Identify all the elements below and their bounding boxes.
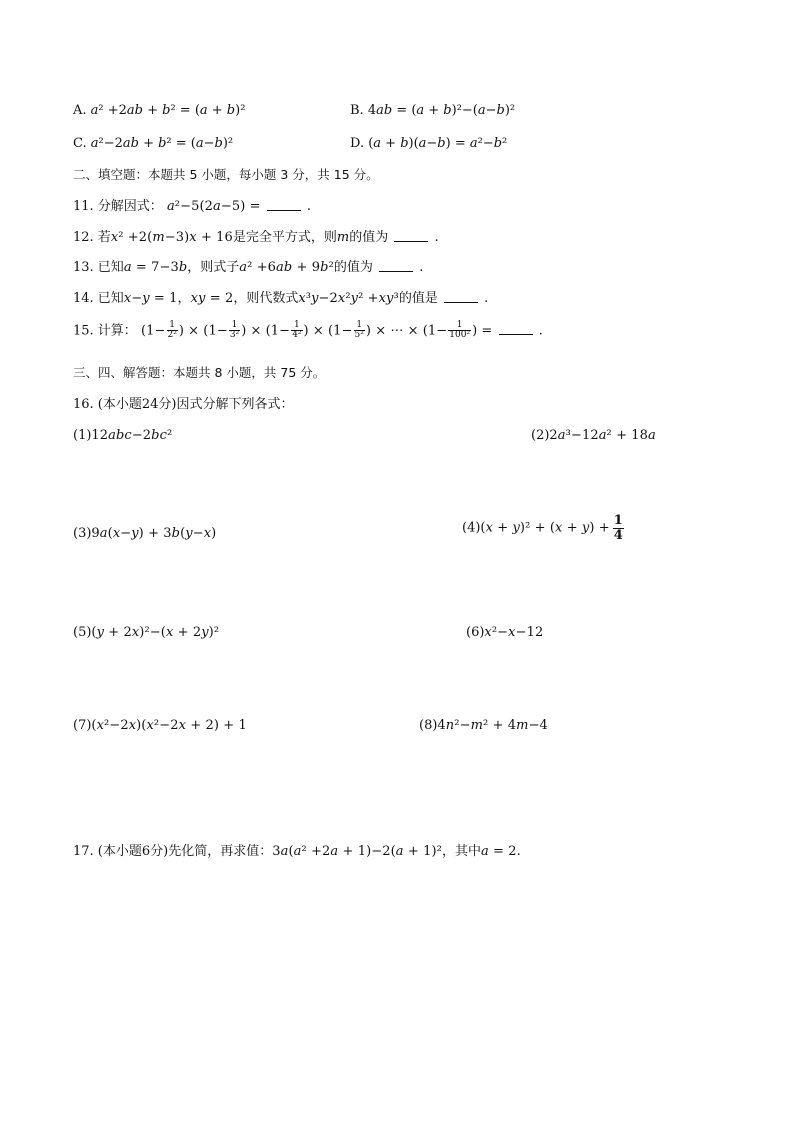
q13-prefix: 13. 已知: [73, 260, 124, 275]
q16-item-5-expression: (𝑦 + 2𝑥)²−(𝑥 + 2𝑦)²: [91, 625, 220, 640]
q15-term-2-fraction: [229, 321, 240, 341]
q13-middle: ，则式子: [187, 260, 240, 275]
q15-term-1-denominator: 2²: [167, 330, 177, 341]
option-b: [350, 103, 515, 119]
q15-term-5-denominator: 100²: [449, 330, 471, 341]
q15-prefix: 15. 计算：: [73, 323, 137, 339]
q16-item-8-expression: 4𝑛²−𝑚² + 4𝑚−4: [437, 718, 548, 733]
q15-term-1-numerator: 1: [167, 321, 178, 331]
q16-item-7-label: (7): [73, 718, 92, 733]
q13-expression-2: 𝑎² +6𝑎𝑏 + 9𝑏²: [239, 260, 334, 275]
q15-equals: =: [481, 323, 493, 339]
q16-item-1: [73, 428, 172, 444]
option-a-text: A. 𝑎² +2𝑎𝑏 + 𝑏² = (𝑎 + 𝑏)²: [73, 103, 246, 118]
solution-section-title: [73, 365, 325, 380]
q15-term-3-denominator: 4²: [292, 330, 302, 341]
q15-term-5-left: (1−: [422, 323, 448, 339]
q15-term-4-numerator: 1: [354, 321, 365, 331]
q15-term-2-right: ): [241, 323, 247, 339]
q16-item-4-expression: (𝑥 + 𝑦)² + (𝑥 + 𝑦) +: [480, 520, 610, 536]
q11-prefix: 11. 分解因式：: [73, 199, 163, 214]
section2-title-text: 二、填空题：本题共 5 小题，每小题 3 分，共 15 分。: [73, 167, 379, 182]
q13-expression-1: 𝑎 = 7−3𝑏: [123, 260, 188, 275]
q14-answer-blank: [444, 302, 478, 303]
q13-suffix: .: [419, 260, 424, 275]
section3-title-text: 三、四、解答题：本题共 8 小题，共 75 分。: [73, 365, 326, 380]
q16-item-5: [73, 625, 219, 641]
q17-expression-2: 𝑎 = 2: [480, 844, 517, 859]
q11-suffix: .: [306, 199, 312, 214]
q15-answer-blank: [499, 334, 533, 335]
q12-prefix: 12. 若: [73, 230, 111, 245]
question-14: [73, 291, 488, 307]
q15-term-2-denominator: 3²: [229, 330, 240, 341]
q17-suffix: .: [516, 844, 521, 859]
q15-times-2: ×: [250, 323, 262, 339]
q16-item-8-label: (8): [419, 718, 438, 733]
q14-tail: 的值是: [398, 291, 438, 306]
q16-item-4-denominator: 4: [613, 527, 623, 543]
q15-term-4-denominator: 5²: [354, 330, 364, 341]
q12-middle: 是完全平方式，则𝑚的值为: [232, 230, 389, 245]
q16-item-8: [419, 718, 548, 734]
q12-suffix: .: [434, 230, 439, 245]
option-d-text: D. (𝑎 + 𝑏)(𝑎−𝑏) = 𝑎²−𝑏²: [350, 136, 508, 151]
q15-term-1-fraction: [167, 321, 178, 341]
q15-suffix: .: [538, 323, 543, 339]
option-d: [350, 136, 507, 152]
q11-expression: 𝑎²−5(2𝑎−5) =: [166, 199, 261, 214]
q12-expression: 𝑥² +2(𝑚−3)𝑥 + 16: [110, 230, 233, 245]
q16-title-text: 16. (本小题24分)因式分解下列各式：: [73, 397, 294, 412]
q16-item-2-expression: 2𝑎³−12𝑎² + 18𝑎: [549, 428, 656, 443]
q11-answer-blank: [267, 210, 301, 211]
q15-times-5: ×: [407, 323, 419, 339]
q15-term-3-numerator: 1: [291, 321, 302, 331]
q16-item-1-expression: 12𝑎𝑏𝑐−2𝑏𝑐²: [91, 428, 173, 443]
q16-item-6-expression: 𝑥²−𝑥−12: [484, 625, 544, 640]
q15-term-5-fraction: [448, 321, 471, 341]
option-a: [73, 103, 245, 119]
q15-term-3-right: ): [303, 323, 309, 339]
q16-item-7-expression: (𝑥²−2𝑥)(𝑥²−2𝑥 + 2) + 1: [91, 718, 247, 733]
q16-item-2-label: (2): [531, 428, 550, 443]
q16-item-7: [73, 718, 247, 734]
q15-ellipsis: ⋯: [390, 323, 404, 339]
q14-suffix: .: [484, 291, 489, 306]
q15-term-3-fraction: [291, 321, 302, 341]
option-b-text: B. 4𝑎𝑏 = (𝑎 + 𝑏)²−(𝑎−𝑏)²: [350, 103, 516, 118]
q17-expression-1: 3𝑎(𝑎² +2𝑎 + 1)−2(𝑎 + 1)²: [272, 844, 442, 859]
q16-item-4-fraction: [613, 514, 624, 542]
q15-term-1-left: (1−: [140, 323, 166, 339]
q14-expression-2: 𝑥³𝑦−2𝑥²𝑦² +𝑥𝑦³: [298, 291, 399, 306]
question-13: [73, 260, 423, 276]
q15-term-2-left: (1−: [203, 323, 228, 339]
q15-term-4-left: (1−: [327, 323, 353, 339]
q15-term-5-numerator: 1: [448, 321, 471, 331]
q13-tail: 的值为: [333, 260, 373, 275]
option-c-text: C. 𝑎²−2𝑎𝑏 + 𝑏² = (𝑎−𝑏)²: [73, 136, 234, 151]
option-c: [73, 136, 233, 152]
q16-item-3: [73, 526, 216, 542]
q12-answer-blank: [394, 241, 428, 242]
q16-item-4: [462, 514, 624, 542]
q17-prefix: 17. (本小题6分)先化简，再求值：: [73, 844, 273, 859]
fill-in-section-title: [73, 167, 379, 182]
q15-term-5-right: ): [472, 323, 478, 339]
q15-term-3-left: (1−: [265, 323, 291, 339]
q16-item-3-label: (3): [73, 526, 92, 541]
q16-item-3-expression: 9𝑎(𝑥−𝑦) + 3𝑏(𝑦−𝑥): [91, 526, 217, 541]
q15-times-1: ×: [188, 323, 200, 339]
question-12: [73, 230, 439, 246]
question-15: [73, 321, 543, 341]
q13-answer-blank: [379, 271, 413, 272]
q14-middle: ，则代数式: [233, 291, 299, 306]
q16-item-2: [531, 428, 656, 444]
q16-item-6-label: (6): [466, 625, 485, 640]
q14-prefix: 14. 已知: [73, 291, 124, 306]
q16-item-6: [466, 625, 543, 641]
q15-times-4: ×: [375, 323, 387, 339]
question-17: [73, 844, 521, 860]
q16-item-4-numerator: 1: [613, 513, 623, 528]
question-16-title: [73, 397, 294, 413]
q15-term-2-numerator: 1: [229, 321, 240, 331]
question-11: [73, 199, 311, 215]
q16-item-5-label: (5): [73, 625, 92, 640]
q16-item-1-label: (1): [73, 428, 92, 443]
q14-expression-1: 𝑥−𝑦 = 1，𝑥𝑦 = 2: [123, 291, 234, 306]
q15-term-4-fraction: [354, 321, 365, 341]
q16-item-4-label: (4): [462, 520, 481, 536]
q15-term-1-right: ): [178, 323, 185, 339]
q15-term-4-right: ): [365, 323, 372, 339]
q17-middle: ，其中: [441, 844, 481, 859]
q15-times-3: ×: [312, 323, 324, 339]
